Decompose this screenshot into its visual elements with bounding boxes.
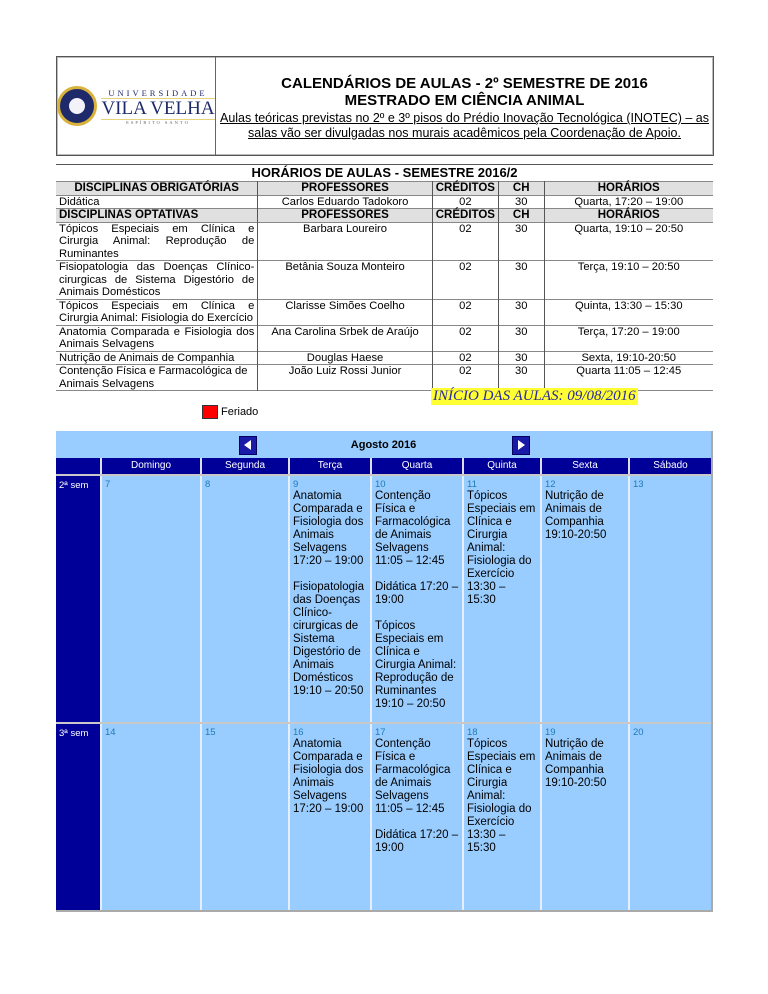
legend: [202, 405, 258, 419]
professor: Barbara Loureiro: [258, 222, 432, 261]
discipline: Tópicos Especiais em Clínica e Cirurgia Animal: Reprodução de Ruminantes: [59, 222, 255, 260]
calendar-day[interactable]: [540, 476, 628, 722]
calendar-day[interactable]: [288, 724, 370, 910]
day-number: 10: [375, 479, 386, 490]
table-row: [56, 261, 713, 300]
calendar-event[interactable]: Tópicos Especiais em Clínica e Cirurgia Animal: Fisiologia do Exercício 13:30 – 15:30: [467, 738, 536, 854]
schedule-table: [56, 164, 713, 391]
ch: 30: [498, 365, 544, 391]
schedule-caption: HORÁRIOS DE AULAS - SEMESTRE 2016/2: [56, 165, 713, 182]
hours: Quinta, 13:30 – 15:30: [544, 299, 713, 325]
calendar-event[interactable]: Didática 17:20 – 19:00: [375, 581, 459, 606]
arrow-right-icon[interactable]: [512, 436, 530, 455]
col-header-professor: PROFESSORES: [258, 209, 432, 223]
credits: 02: [432, 299, 498, 325]
day-number: 15: [205, 727, 216, 738]
arrow-left-icon[interactable]: [239, 436, 257, 455]
credits: 02: [432, 261, 498, 300]
weekday-header: Terça: [288, 458, 370, 474]
credits: 02: [432, 195, 498, 209]
logo-line3: ESPÍRITO SANTO: [126, 119, 190, 125]
day-number: 18: [467, 727, 478, 738]
col-header-discipline: DISCIPLINAS OBRIGATÓRIAS: [56, 182, 258, 196]
calendar-event[interactable]: Nutrição de Animais de Companhia 19:10-20:50: [545, 738, 607, 789]
discipline: Anatomia Comparada e Fisiologia dos Animais Selvagens: [59, 325, 255, 350]
weekday-header: Sexta: [540, 458, 628, 474]
optional-header-row: [56, 209, 713, 223]
calendar-event[interactable]: Contenção Física e Farmacológica de Animais Selvagens 11:05 – 12:45: [375, 738, 451, 815]
day-number: 12: [545, 479, 556, 490]
table-row: [56, 299, 713, 325]
professor: Douglas Haese: [258, 351, 432, 365]
calendar-day[interactable]: [540, 724, 628, 910]
weekday-header: Sábado: [628, 458, 711, 474]
mandatory-header-row: [56, 182, 713, 196]
title-cell: [216, 57, 713, 155]
calendar-day[interactable]: [370, 724, 462, 910]
calendar-event[interactable]: Nutrição de Animais de Companhia 19:10-20:50: [545, 490, 607, 541]
calendar-day[interactable]: [462, 476, 540, 722]
col-header-credits: CRÉDITOS: [432, 209, 498, 223]
weekday-header: Domingo: [100, 458, 200, 474]
day-number: 11: [467, 479, 477, 490]
col-header-ch: CH: [498, 209, 544, 223]
hours: Terça, 19:10 – 20:50: [544, 261, 713, 300]
logo-line1: UNIVERSIDADE: [108, 87, 208, 98]
location-note: Aulas teóricas previstas no 2º e 3º pisos do Prédio Inovação Tecnológica (INOTEC) – as salas vão ser divulgadas nos murais acadêmicos pela Coordenação de Apoio.: [219, 111, 709, 140]
col-header-hours: HORÁRIOS: [544, 209, 713, 223]
day-number: 14: [105, 727, 116, 738]
discipline: Fisiopatologia das Doenças Clínico-cirurgicas de Sistema Digestório de Animais Domésticos: [59, 261, 255, 298]
calendar-event[interactable]: Tópicos Especiais em Clínica e Cirurgia Animal: Fisiologia do Exercício 13:30 – 15:30: [467, 490, 536, 606]
calendar-event[interactable]: Didática 17:20 – 19:00: [375, 829, 459, 854]
col-header-credits: CRÉDITOS: [432, 182, 498, 196]
professor: Clarisse Simões Coelho: [258, 299, 432, 325]
calendar-event[interactable]: Anatomia Comparada e Fisiologia dos Animais Selvagens 17:20 – 19:00: [293, 738, 364, 815]
col-header-discipline: DISCIPLINAS OPTATIVAS: [56, 209, 258, 223]
day-number: 13: [633, 479, 644, 490]
day-number: 19: [545, 727, 556, 738]
ch: 30: [498, 195, 544, 209]
discipline: Tópicos Especiais em Clínica e Cirurgia Animal: Fisiologia do Exercício: [59, 299, 255, 324]
credits: 02: [432, 325, 498, 351]
calendar-day[interactable]: [100, 476, 200, 722]
week-label: 2ª sem: [56, 476, 100, 722]
day-number: 9: [293, 479, 299, 490]
document-header: [56, 56, 714, 156]
ch: 30: [498, 351, 544, 365]
day-number: 17: [375, 727, 386, 738]
credits: 02: [432, 365, 498, 391]
calendar-event[interactable]: Anatomia Comparada e Fisiologia dos Animais Selvagens 17:20 – 19:00: [293, 490, 364, 567]
logo-line2: VILA VELHA: [101, 97, 215, 119]
ch: 30: [498, 222, 544, 261]
calendar-event[interactable]: Tópicos Especiais em Clínica e Cirurgia Animal: Reprodução de Ruminantes 19:10 – 20:50: [375, 620, 457, 710]
calendar-day[interactable]: [628, 724, 711, 910]
col-header-hours: HORÁRIOS: [544, 182, 713, 196]
week-label: 3ª sem: [56, 724, 100, 910]
table-row: [56, 325, 713, 351]
credits: 02: [432, 222, 498, 261]
ch: 30: [498, 299, 544, 325]
calendar-day[interactable]: [462, 724, 540, 910]
hours: Terça, 17:20 – 19:00: [544, 325, 713, 351]
day-number: 7: [105, 479, 111, 490]
table-row: [56, 195, 713, 209]
calendar-month: Agosto 2016: [350, 438, 417, 451]
document-subtitle-program: MESTRADO EM CIÊNCIA ANIMAL: [344, 92, 585, 109]
professor: Ana Carolina Srbek de Araújo: [258, 325, 432, 351]
table-row: [56, 351, 713, 365]
professor: Betânia Souza Monteiro: [258, 261, 432, 300]
col-header-professor: PROFESSORES: [258, 182, 432, 196]
legend-label: Feriado: [221, 406, 259, 418]
calendar-day[interactable]: [200, 476, 288, 722]
logo-cell: [57, 57, 216, 155]
calendar-day[interactable]: [628, 476, 711, 722]
calendar-day[interactable]: [100, 724, 200, 910]
university-seal-icon: [57, 86, 97, 126]
calendar-event[interactable]: Contenção Física e Farmacológica de Animais Selvagens 11:05 – 12:45: [375, 490, 451, 567]
credits: 02: [432, 351, 498, 365]
hours: Quarta 11:05 – 12:45: [544, 365, 713, 391]
calendar-day[interactable]: [288, 476, 370, 722]
calendar: [56, 431, 713, 912]
col-header-ch: CH: [498, 182, 544, 196]
classes-start-banner: INÍCIO DAS AULAS: 09/08/2016: [433, 388, 636, 404]
calendar-day[interactable]: [200, 724, 288, 910]
day-number: 20: [633, 727, 644, 738]
calendar-day[interactable]: [370, 476, 462, 722]
day-number: 8: [205, 479, 211, 490]
calendar-grid: [56, 458, 711, 910]
table-row: [56, 365, 713, 391]
ch: 30: [498, 261, 544, 300]
calendar-event[interactable]: Fisiopatologia das Doenças Clínico-cirurgicas de Sistema Digestório de Animais Domésticos 19:10 – 20:50: [293, 581, 364, 697]
hours: Sexta, 19:10-20:50: [544, 351, 713, 365]
holiday-swatch-icon: [202, 405, 218, 419]
weekday-header: Segunda: [200, 458, 288, 474]
discipline: Didática: [59, 195, 100, 208]
discipline: Nutrição de Animais de Companhia: [59, 351, 235, 364]
week-header-corner: [56, 458, 100, 474]
document-title: CALENDÁRIOS DE AULAS - 2º SEMESTRE DE 2016: [281, 75, 648, 92]
day-number: 16: [293, 727, 304, 738]
weekday-header: Quinta: [462, 458, 540, 474]
professor: Carlos Eduardo Tadokoro: [258, 195, 432, 209]
calendar-title-bar: [56, 431, 711, 458]
weekday-header: Quarta: [370, 458, 462, 474]
table-row: [56, 222, 713, 261]
discipline: Contenção Física e Farmacológica de Animais Selvagens: [59, 365, 248, 390]
professor: João Luiz Rossi Junior: [258, 365, 432, 391]
hours: Quarta, 17:20 – 19:00: [544, 195, 713, 209]
university-logo: [57, 86, 214, 126]
hours: Quarta, 19:10 – 20:50: [544, 222, 713, 261]
ch: 30: [498, 325, 544, 351]
